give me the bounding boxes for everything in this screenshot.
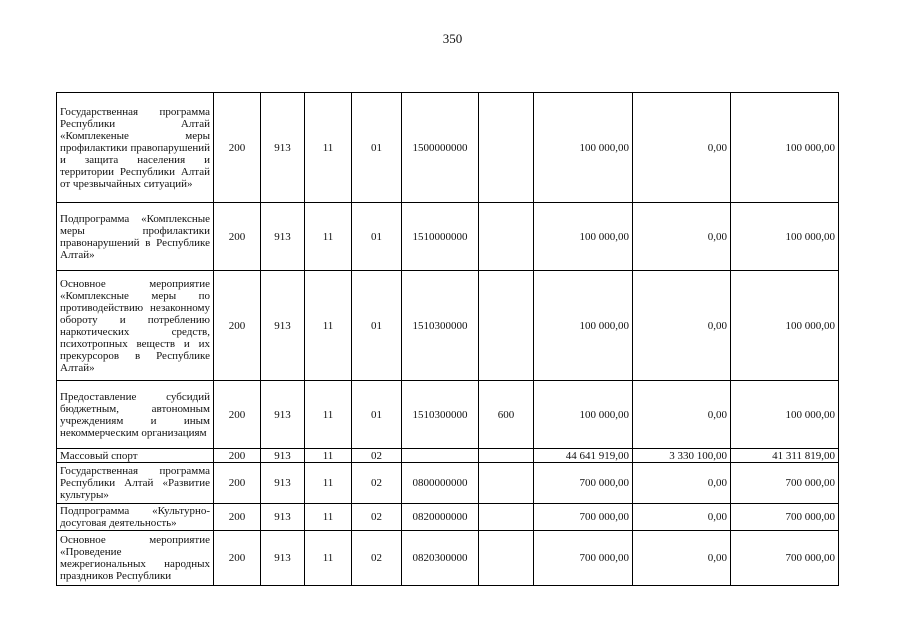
amount-third-cell: 700 000,00 <box>731 463 839 504</box>
subsection-code-cell: 02 <box>352 504 402 531</box>
target-code-cell: 0820300000 <box>402 531 479 586</box>
subsection-code-cell: 02 <box>352 531 402 586</box>
section-code-cell: 11 <box>305 531 352 586</box>
target-code-cell: 0800000000 <box>402 463 479 504</box>
amount-third-cell: 700 000,00 <box>731 531 839 586</box>
subsection-code-cell: 02 <box>352 449 402 463</box>
grbs-code-cell: 200 <box>214 203 261 271</box>
section-code-cell: 11 <box>305 449 352 463</box>
table-row <box>57 271 839 381</box>
amount-total-cell: 700 000,00 <box>534 504 633 531</box>
table-row <box>57 449 839 463</box>
amount-total-cell: 100 000,00 <box>534 381 633 449</box>
table-row <box>57 93 839 203</box>
table-row <box>57 381 839 449</box>
target-code-cell: 1500000000 <box>402 93 479 203</box>
target-code-cell: 1510300000 <box>402 271 479 381</box>
admin-code-cell: 913 <box>261 504 305 531</box>
page-number: 350 <box>442 31 463 46</box>
target-code-cell: 0820000000 <box>402 504 479 531</box>
subsection-code-cell: 01 <box>352 203 402 271</box>
amount-total-cell: 100 000,00 <box>534 93 633 203</box>
amount-total-cell: 44 641 919,00 <box>534 449 633 463</box>
row-name-cell: Подпрограмма «Комплексные меры профилактики правонарушений в Республике Алтай» <box>57 203 214 271</box>
expense-type-cell: 600 <box>479 381 534 449</box>
section-code-cell: 11 <box>305 271 352 381</box>
admin-code-cell: 913 <box>261 203 305 271</box>
expense-type-cell <box>479 463 534 504</box>
expense-type-cell <box>479 203 534 271</box>
grbs-code-cell: 200 <box>214 531 261 586</box>
admin-code-cell: 913 <box>261 531 305 586</box>
target-code-cell <box>402 449 479 463</box>
amount-total-cell: 100 000,00 <box>534 203 633 271</box>
row-name-cell: Массовый спорт <box>57 449 214 463</box>
row-name-cell: Государственная программа Республики Алтай «Комплекеные меры профилактики правопарушений и защита населения и территории Республики Алтай от чрезвычайных ситуаций» <box>57 93 214 203</box>
grbs-code-cell: 200 <box>214 504 261 531</box>
amount-third-cell: 100 000,00 <box>731 93 839 203</box>
budget-table <box>56 92 839 586</box>
grbs-code-cell: 200 <box>214 463 261 504</box>
section-code-cell: 11 <box>305 93 352 203</box>
grbs-code-cell: 200 <box>214 93 261 203</box>
grbs-code-cell: 200 <box>214 381 261 449</box>
table-row <box>57 504 839 531</box>
table-body <box>57 93 839 586</box>
amount-third-cell: 100 000,00 <box>731 271 839 381</box>
subsection-code-cell: 02 <box>352 463 402 504</box>
row-name-cell: Государственная программа Республики Алтай «Развитие культуры» <box>57 463 214 504</box>
table-row <box>57 531 839 586</box>
row-name-cell: Основное мероприятие «Комплексные меры по противодействию незаконному обороту и потреблению наркотических средств, психотропных веществ и их прекурсоров в Республике Алтай» <box>57 271 214 381</box>
grbs-code-cell: 200 <box>214 449 261 463</box>
section-code-cell: 11 <box>305 463 352 504</box>
amount-third-cell: 100 000,00 <box>731 381 839 449</box>
row-name-cell: Основное мероприятие «Проведение межрегиональных народных праздников Республики <box>57 531 214 586</box>
amount-second-cell: 0,00 <box>633 381 731 449</box>
expense-type-cell <box>479 531 534 586</box>
admin-code-cell: 913 <box>261 271 305 381</box>
amount-third-cell: 100 000,00 <box>731 203 839 271</box>
admin-code-cell: 913 <box>261 93 305 203</box>
amount-total-cell: 700 000,00 <box>534 463 633 504</box>
target-code-cell: 1510000000 <box>402 203 479 271</box>
amount-second-cell: 0,00 <box>633 531 731 586</box>
subsection-code-cell: 01 <box>352 271 402 381</box>
section-code-cell: 11 <box>305 203 352 271</box>
subsection-code-cell: 01 <box>352 381 402 449</box>
section-code-cell: 11 <box>305 504 352 531</box>
expense-type-cell <box>479 271 534 381</box>
expense-type-cell <box>479 449 534 463</box>
expense-type-cell <box>479 504 534 531</box>
amount-third-cell: 41 311 819,00 <box>731 449 839 463</box>
amount-third-cell: 700 000,00 <box>731 504 839 531</box>
amount-second-cell: 0,00 <box>633 93 731 203</box>
row-name-cell: Подпрограмма «Культурно-досуговая деятельность» <box>57 504 214 531</box>
section-code-cell: 11 <box>305 381 352 449</box>
admin-code-cell: 913 <box>261 463 305 504</box>
expense-type-cell <box>479 93 534 203</box>
amount-second-cell: 3 330 100,00 <box>633 449 731 463</box>
target-code-cell: 1510300000 <box>402 381 479 449</box>
amount-total-cell: 100 000,00 <box>534 271 633 381</box>
amount-total-cell: 700 000,00 <box>534 531 633 586</box>
grbs-code-cell: 200 <box>214 271 261 381</box>
table-row <box>57 203 839 271</box>
admin-code-cell: 913 <box>261 449 305 463</box>
amount-second-cell: 0,00 <box>633 463 731 504</box>
amount-second-cell: 0,00 <box>633 203 731 271</box>
row-name-cell: Предоставление субсидий бюджетным, автономным учреждениям и иным некоммерческим организациям <box>57 381 214 449</box>
table-row <box>57 463 839 504</box>
amount-second-cell: 0,00 <box>633 271 731 381</box>
admin-code-cell: 913 <box>261 381 305 449</box>
amount-second-cell: 0,00 <box>633 504 731 531</box>
subsection-code-cell: 01 <box>352 93 402 203</box>
